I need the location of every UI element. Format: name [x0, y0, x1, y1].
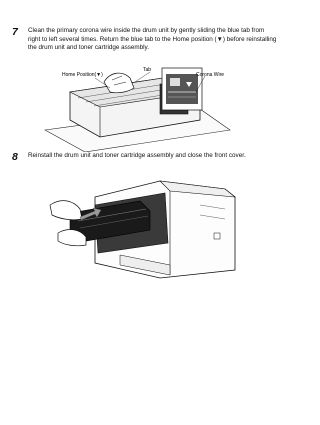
step-text: Clean the primary corona wire inside the drum unit by gently sliding the blue tab from right to left several times. Return the blue tab to the Home position (▼) before reinstalling the drum unit and toner cartridge assembly.: [28, 27, 277, 52]
drum-unit-illustration: [0, 62, 300, 152]
step-7: [12, 26, 278, 53]
step-8: [12, 151, 278, 163]
label-home-position: Home Position(▼): [62, 72, 103, 78]
label-tab: Tab: [143, 67, 152, 73]
step-number: 7: [12, 26, 18, 38]
label-corona-wire: Corona Wire: [196, 72, 225, 78]
printer-illustration: [0, 175, 300, 280]
step-text: Reinstall the drum unit and toner cartridge assembly and close the front cover.: [28, 152, 246, 159]
step-number: 8: [12, 151, 18, 163]
